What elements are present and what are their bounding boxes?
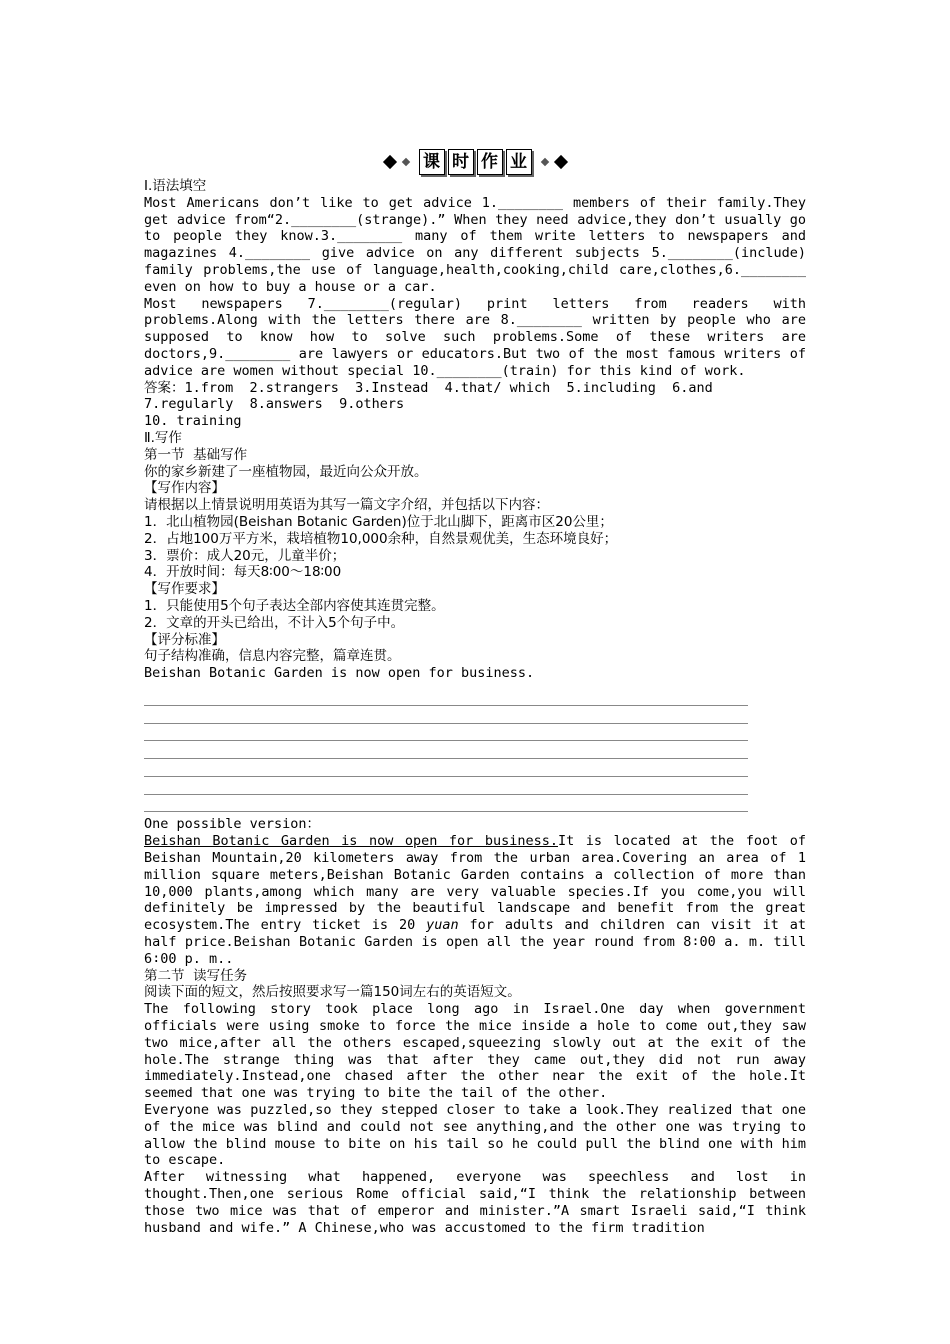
writing-line xyxy=(144,706,748,724)
content-intro: 请根据以上情景说明用英语为其写一篇文字介绍，并包括以下内容： xyxy=(144,497,549,514)
title-char: 作 xyxy=(477,149,503,175)
part2-intro: 阅读下面的短文，然后按照要求写一篇150词左右的英语短文。 xyxy=(144,984,521,1001)
writing-line xyxy=(144,741,748,759)
requirement-item: 2．文章的开头已给出，不计入5个句子中。 xyxy=(144,614,405,631)
sample-essay xyxy=(144,833,806,967)
writing-line xyxy=(144,759,748,777)
writing-line xyxy=(144,688,748,706)
requirement-item: 1．只能使用5个句子表达全部内容使其连贯完整。 xyxy=(144,597,445,614)
writing-area xyxy=(144,688,748,813)
content-item: 3．票价：成人20元，儿童半价； xyxy=(144,547,346,564)
sample-essay-opening: Beishan Botanic Garden is now open for business. xyxy=(144,833,558,850)
scoring-text: 句子结构准确，信息内容完整，篇章连贯。 xyxy=(144,648,401,665)
section1-heading: Ⅰ.语法填空 xyxy=(144,178,207,194)
version-label: One possible version： xyxy=(144,816,321,833)
essay-opening: Beishan Botanic Garden is now open for business. xyxy=(144,665,535,682)
page-title xyxy=(419,149,532,175)
answers-line-3: 10. training xyxy=(144,413,242,430)
answers-line-2: 7.regularly 8.answers 9.others xyxy=(144,396,405,413)
diamond-icon xyxy=(540,158,548,166)
part1-heading: 第一节 基础写作 xyxy=(144,446,248,463)
story-paragraph-1: The following story took place long ago in Israel.One day when government officials were using smoke to force the mice inside a hole to come out,they saw two mice,after all the others escaped,squeezing slowly out at the exit of the hole.The strange thing was that after they came out,they did not run away immediately.Instead,one chased after the other near the exit of the hole.It seemed that one was trying to bite the tail of the other. xyxy=(144,1001,806,1102)
content-item: 4．开放时间：每天8∶00～18∶00 xyxy=(144,564,342,581)
part2-heading: 第二节 读写任务 xyxy=(144,967,248,984)
writing-line xyxy=(144,724,748,742)
sample-essay-text: for adults and children can visit it at half price.Beishan Botanic Garden is open all the year round from 8∶00 a. m. till 6∶00 p. m.. xyxy=(144,917,806,967)
sample-essay-text: It is located at the foot of Beishan Mountain,20 kilometers away from the urban area.Covering an area of 1 million square meters,Beishan Botanic Garden contains a collection of more than 10,000 plants,among which many are very valuable species.If you come,you will definitely be impressed by the beautiful landscape and benefit from the great ecosystem.The entry ticket is 20 xyxy=(144,833,806,934)
title-char: 业 xyxy=(506,149,532,175)
content-item: 2．占地100万平方米，栽培植物10,000余种，自然景观优美，生态环境良好； xyxy=(144,530,618,547)
part1-intro: 你的家乡新建了一座植物园，最近向公众开放。 xyxy=(144,463,428,480)
writing-line xyxy=(144,795,748,813)
diamond-icon xyxy=(382,155,396,169)
worksheet-page xyxy=(144,148,806,1236)
title-char: 课 xyxy=(419,149,445,175)
requirements-label: 【写作要求】 xyxy=(144,581,225,598)
content-item: 1．北山植物园(Beishan Botanic Garden)位于北山脚下，距离市区20公里； xyxy=(144,513,613,530)
answers-line-1: 答案：1.from 2.strangers 3.Instead 4.that/ which 5.including 6.and xyxy=(144,379,713,396)
writing-line xyxy=(144,777,748,795)
story-paragraph-3: After witnessing what happened, everyone was speechless and lost in thought.Then,one serious Rome official said,“I think the relationship between those two mice was that of emperor and minister.”A smart Israeli said,“I think husband and wife.” A Chinese,who was accustomed to the firm tradition xyxy=(144,1169,806,1236)
diamond-icon xyxy=(553,155,567,169)
content-label: 【写作内容】 xyxy=(144,480,225,497)
diamond-icon xyxy=(401,158,409,166)
cloze-paragraph-1: Most Americans don’t like to get advice 1.________ members of their family.They get advice from“2.________(strange).” When they need advice,they don’t usually go to people they know.3.________ many of them write letters to newspapers and magazines 4.________ give advice on any different subjects 5.________(include) family problems,the use of language,health,cooking,child care,clothes,6.________ even on how to buy a house or a car. xyxy=(144,194,806,295)
lesson-header xyxy=(144,148,806,176)
story-paragraph-2: Everyone was puzzled,so they stepped closer to take a look.They realized that one of the mice was blind and could not see anything,and the other one was trying to allow the blind mouse to bite on his tail so he could pull the blind one with him to escape. xyxy=(144,1102,806,1169)
section2-heading: Ⅱ.写作 xyxy=(144,429,182,446)
scoring-label: 【评分标准】 xyxy=(144,631,225,648)
sample-essay-currency: yuan xyxy=(426,917,459,934)
cloze-paragraph-2: Most newspapers 7.________(regular) print letters from readers with problems.Along with the letters there are 8.________ written by people who are supposed to know how to solve such problems.Some of these writers are doctors,9.________ are lawyers or educators.But two of the most famous writers of advice are women without special 10.________(train) for this kind of work. xyxy=(144,295,806,379)
title-char: 时 xyxy=(448,149,474,175)
